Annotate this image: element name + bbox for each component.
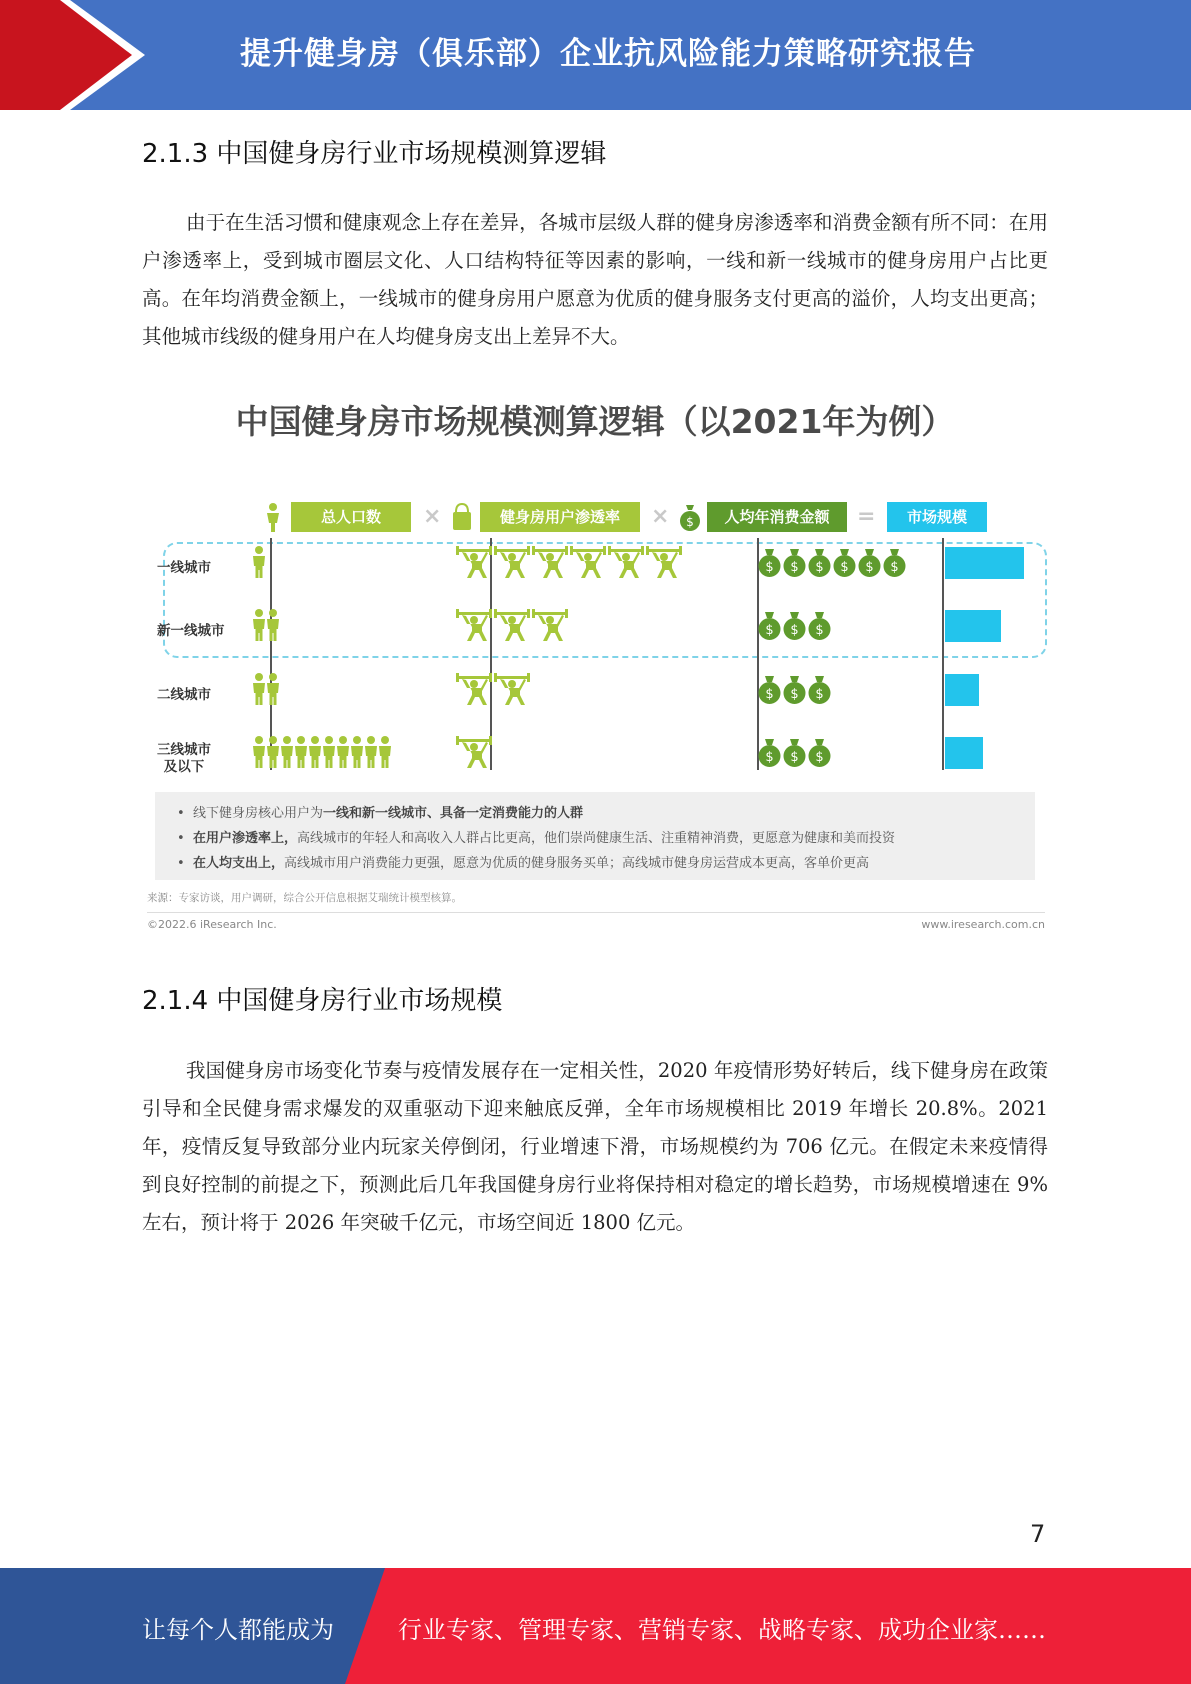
money-bag-icon — [782, 608, 807, 642]
svg-text:$: $ — [815, 687, 824, 702]
person-icon — [378, 735, 392, 769]
money-bag-icon — [807, 735, 832, 769]
weightlifter-icon — [455, 608, 493, 642]
svg-text:$: $ — [815, 623, 824, 638]
svg-text:$: $ — [840, 560, 849, 575]
population-icons — [252, 608, 276, 642]
penetration-icons — [455, 672, 525, 706]
section-2-1-3-paragraph: 由于在生活习惯和健康观念上存在差异，各城市层级人群的健身房渗透率和消费金额有所不同：在用户渗透率上，受到城市圈层文化、人口结构特征等因素的影响，一线和新一线城市的健身房用户占比更高。在年均消费金额上，一线城市的健身房用户愿意为优质的健身服务支付更高的溢价，人均支出更高；其他城市线级的健身用户在人均健身房支出上差异不大。 — [142, 211, 1048, 348]
svg-text:$: $ — [815, 560, 824, 575]
row-label-tier2: 二线城市 — [157, 687, 211, 703]
row-label-tier3-below: 三线城市 及以下 — [157, 742, 211, 775]
svg-text:$: $ — [815, 750, 824, 765]
market-size-logic-figure — [145, 390, 1045, 940]
figure-divider — [147, 912, 1045, 913]
person-icon — [263, 502, 283, 532]
weightlifter-icon — [531, 608, 569, 642]
money-bag-icon — [832, 545, 857, 579]
spend-icons — [757, 735, 831, 769]
spend-icons — [757, 545, 899, 579]
person-icon — [252, 735, 266, 769]
equals-operator: = — [857, 504, 876, 529]
figure-title: 中国健身房市场规模测算逻辑（以2021年为例） — [235, 402, 955, 441]
money-bag-icon — [882, 545, 907, 579]
person-icon — [294, 735, 308, 769]
footer-slogan-left: 让每个人都能成为 — [142, 1616, 334, 1644]
person-icon — [266, 672, 280, 706]
person-icon — [266, 735, 280, 769]
header-penetration: 健身房用户渗透率 — [480, 502, 640, 532]
person-icon — [280, 735, 294, 769]
section-2-1-4-paragraph: 我国健身房市场变化节奏与疫情发展存在一定相关性，2020 年疫情形势好转后，线下健身房在政策引导和全民健身需求爆发的双重驱动下迎来触底反弹，全年市场规模相比 2019 年增长 20.8%。2021 年，疫情反复导致部分业内玩家关停倒闭，行业增速下滑，市场规模约为 706 亿元。在假定未来疫情得到良好控制的前提之下，预测此后几年我国健身房行业将保持相对稳定的增长趋势，市场规模增速在 9%左右，预计将于 2026 年突破千亿元，市场空间近 1800 亿元。 — [142, 1059, 1048, 1234]
svg-text:$: $ — [765, 687, 774, 702]
money-bag-icon — [757, 672, 782, 706]
svg-text:$: $ — [790, 750, 799, 765]
population-icons — [252, 735, 395, 769]
note-item: • 在用户渗透率上，高线城市的年轻人和高收入人群占比更高，他们崇尚健康生活、注重精神消费，更愿意为健康和美而投资 — [177, 831, 895, 846]
person-icon — [266, 608, 280, 642]
svg-text:$: $ — [790, 560, 799, 575]
shopping-bag-icon — [450, 502, 474, 532]
header-arrow-decoration — [0, 0, 160, 110]
section-heading-2-1-3: 2.1.3 中国健身房行业市场规模测算逻辑 — [142, 139, 607, 169]
person-icon — [322, 735, 336, 769]
money-bag-icon — [857, 545, 882, 579]
person-icon — [364, 735, 378, 769]
weightlifter-icon — [645, 545, 683, 579]
money-bag-icon — [807, 672, 832, 706]
market-size-bar — [945, 674, 979, 706]
svg-text:$: $ — [865, 560, 874, 575]
header-market-size: 市场规模 — [887, 502, 987, 532]
weightlifter-icon — [455, 545, 493, 579]
page-number: 7 — [1030, 1520, 1046, 1548]
person-icon — [308, 735, 322, 769]
money-bag-icon — [757, 545, 782, 579]
report-title: 提升健身房（俱乐部）企业抗风险能力策略研究报告 — [240, 36, 976, 72]
svg-text:$: $ — [790, 623, 799, 638]
market-size-bar — [945, 737, 983, 769]
weightlifter-icon — [493, 672, 531, 706]
svg-text:$: $ — [765, 750, 774, 765]
market-size-bar — [945, 610, 1001, 642]
svg-text:$: $ — [890, 560, 899, 575]
weightlifter-icon — [455, 672, 493, 706]
population-icons — [252, 672, 276, 706]
market-size-bar — [945, 547, 1024, 579]
person-icon — [252, 672, 266, 706]
svg-text:$: $ — [790, 687, 799, 702]
weightlifter-icon — [607, 545, 645, 579]
penetration-icons — [455, 608, 564, 642]
page-footer — [0, 1568, 1191, 1684]
header-population: 总人口数 — [291, 502, 411, 532]
column-axis — [942, 538, 944, 770]
svg-text:$: $ — [686, 515, 694, 529]
header-spend: 人均年消费金额 — [707, 502, 847, 532]
money-bag-icon — [782, 672, 807, 706]
figure-source: 来源：专家访谈，用户调研，综合公开信息根据艾瑞统计模型核算。 — [147, 892, 462, 904]
person-icon — [336, 735, 350, 769]
penetration-icons — [455, 545, 670, 579]
footer-slogan-right: 行业专家、管理专家、营销专家、战略专家、成功企业家…… — [398, 1616, 1046, 1644]
figure-website: www.iresearch.com.cn — [921, 918, 1045, 931]
weightlifter-icon — [493, 608, 531, 642]
multiply-operator: × — [423, 504, 442, 529]
weightlifter-icon — [455, 735, 493, 769]
penetration-icons — [455, 735, 471, 769]
multiply-operator: × — [651, 504, 670, 529]
section-heading-2-1-4: 2.1.4 中国健身房行业市场规模 — [142, 986, 503, 1016]
figure-notes — [155, 792, 1035, 880]
weightlifter-icon — [569, 545, 607, 579]
weightlifter-icon — [493, 545, 531, 579]
money-bag-icon — [757, 608, 782, 642]
money-bag-icon — [757, 735, 782, 769]
money-bag-icon — [807, 608, 832, 642]
spend-icons — [757, 608, 823, 642]
figure-copyright: ©2022.6 iResearch Inc. — [147, 918, 277, 931]
money-bag-icon — [782, 545, 807, 579]
person-icon — [252, 608, 266, 642]
money-bag-icon — [782, 735, 807, 769]
page-header — [0, 0, 1191, 110]
money-bag-icon — [678, 502, 702, 532]
note-item: • 在人均支出上，高线城市用户消费能力更强，愿意为优质的健身服务买单；高线城市健身房运营成本更高，客单价更高 — [177, 856, 869, 871]
person-icon — [252, 545, 266, 579]
weightlifter-icon — [531, 545, 569, 579]
row-label-new-tier1: 新一线城市 — [157, 623, 225, 639]
population-icons — [252, 545, 261, 579]
note-item: • 线下健身房核心用户为一线和新一线城市、具备一定消费能力的人群 — [177, 806, 583, 821]
money-bag-icon — [807, 545, 832, 579]
person-icon — [350, 735, 364, 769]
row-label-tier1: 一线城市 — [157, 560, 211, 576]
spend-icons — [757, 672, 826, 706]
svg-text:$: $ — [765, 623, 774, 638]
svg-text:$: $ — [765, 560, 774, 575]
